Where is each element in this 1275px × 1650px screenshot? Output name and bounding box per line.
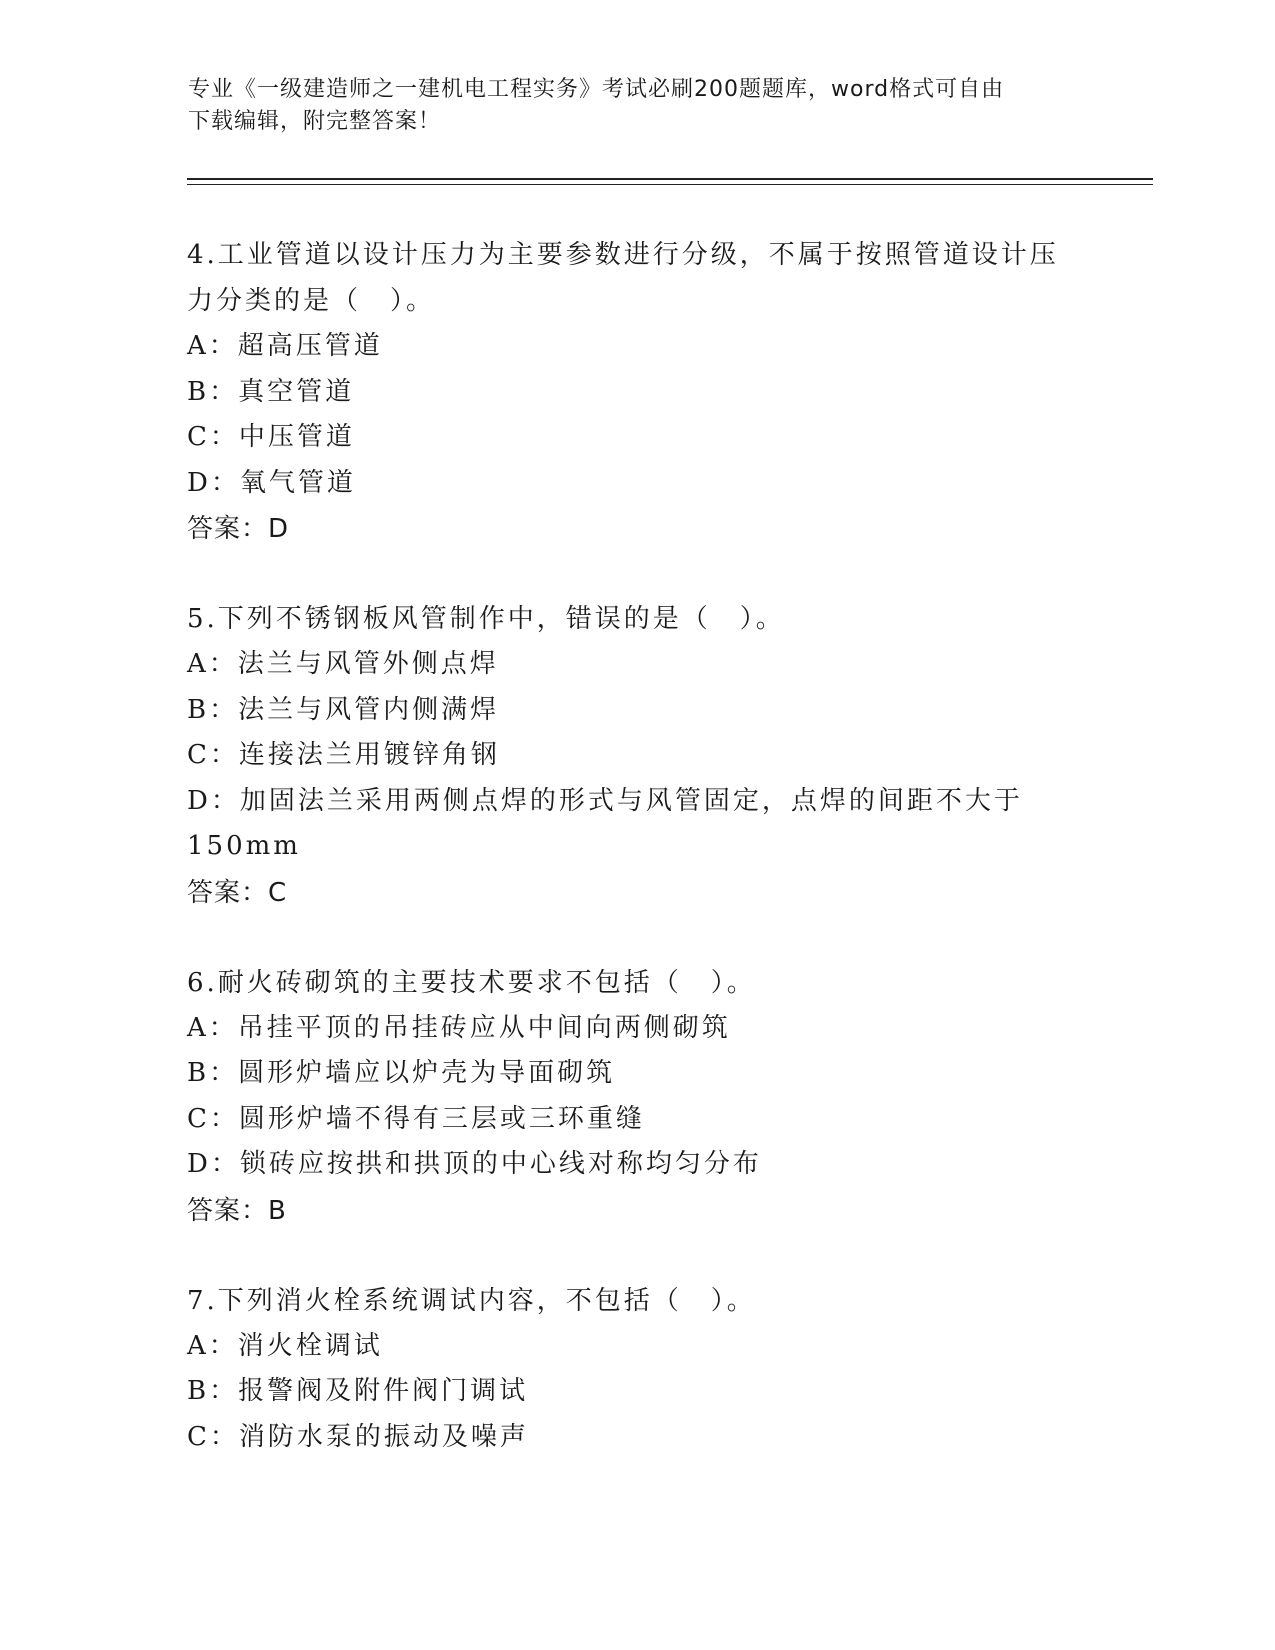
header-divider-thick xyxy=(187,178,1153,180)
option-d-cont: 150mm xyxy=(187,831,301,861)
option-c: C：中压管道 xyxy=(187,422,355,452)
document-header xyxy=(188,74,1068,138)
option-c: C：连接法兰用镀锌角钢 xyxy=(187,740,500,770)
option-c: C：圆形炉墙不得有三层或三环重缝 xyxy=(187,1103,645,1134)
option-a: A：消火栓调试 xyxy=(187,1330,383,1361)
option-b: B：圆形炉墙应以炉壳为导面砌筑 xyxy=(187,1058,616,1088)
option-b: B：报警阀及附件阀门调试 xyxy=(187,1376,529,1406)
option-b: B：法兰与风管内侧满焊 xyxy=(187,694,500,725)
option-d: D：加固法兰采用两侧点焊的形式与风管固定，点焊的间距不大于 xyxy=(187,785,1023,816)
question-stem: 5.下列不锈钢板风管制作中，错误的是（ ）。 xyxy=(187,604,785,634)
answer: 答案：C xyxy=(187,877,288,908)
question-stem-cont: 力分类的是（ ）。 xyxy=(187,286,436,316)
question-list xyxy=(187,232,1077,1504)
option-d: D：氧气管道 xyxy=(187,467,356,498)
header-line-2: 下载编辑，附完整答案！ xyxy=(188,109,442,134)
option-a: A：吊挂平顶的吊挂砖应从中间向两侧砌筑 xyxy=(187,1012,731,1043)
option-c: C：消防水泵的振动及噪声 xyxy=(187,1421,529,1452)
header-line-1: 专业《一级建造师之一建机电工程实务》考试必刷200题题库，word格式可自由 xyxy=(188,77,1005,102)
question-6 xyxy=(187,960,1077,1234)
question-5 xyxy=(187,596,1077,916)
question-stem: 4.工业管道以设计压力为主要参数进行分级，不属于按照管道设计压 xyxy=(187,240,1059,270)
option-a: A：法兰与风管外侧点焊 xyxy=(187,649,499,679)
answer: 答案：D xyxy=(187,514,290,544)
question-stem: 7.下列消火栓系统调试内容，不包括（ ）。 xyxy=(187,1285,756,1316)
question-stem: 6.耐火砖砌筑的主要技术要求不包括（ ）。 xyxy=(187,967,756,998)
option-b: B：真空管道 xyxy=(187,376,355,407)
header-divider-thin xyxy=(187,184,1153,185)
answer: 答案：B xyxy=(187,1195,287,1226)
question-7 xyxy=(187,1278,1077,1461)
question-4 xyxy=(187,232,1077,552)
option-a: A：超高压管道 xyxy=(187,331,383,361)
option-d: D：锁砖应按拱和拱顶的中心线对称均匀分布 xyxy=(187,1149,762,1179)
